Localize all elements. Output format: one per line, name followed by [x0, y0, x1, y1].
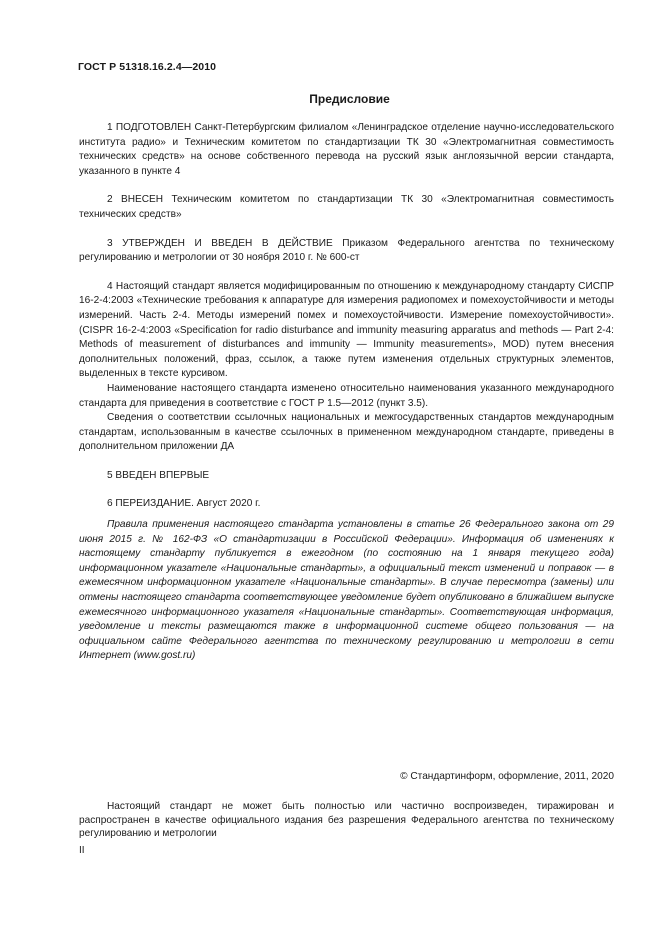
paragraph-1-prepared: 1 ПОДГОТОВЛЕН Санкт-Петербургским филиалом «Ленинградское отделение научно-исследовательского института радио» и Техническим комитетом по стандартизации ТК 30 «Электромагнитная совместимость технических средств» на основе собственного перевода на русский язык англоязычной версии стандарта, указанного в пункте 4 — [79, 122, 614, 177]
paragraph-4-name-change: Наименование настоящего стандарта изменено относительно наименования указанного международного стандарта для приведения в соответствие с ГОСТ Р 1.5—2012 (пункт 3.5). — [79, 382, 614, 409]
paragraph-6-reissue: 6 ПЕРЕИЗДАНИЕ. Август 2020 г. — [107, 498, 261, 510]
paragraph-4-modified: 4 Настоящий стандарт является модифицированным по отношению к международному стандарту СИСПР 16-2-4:2003 «Технические требования к аппаратуре для измерения радиопомех и помехоустойчивости и методы измерений. Часть 2-4. Методы измерений помех и помехоустойчивости. Измерение помехоустойчивости». (CISPR 16-2-4:2003 «Specification for radio disturbance and immunity measuring apparatus and methods — Part 2-4: Methods of measurement of disturbances and immunity — Immunity measurements», MOD) путем внесения дополнительных положений, фраз, ссылок, а также путем изменения отдельных структурных элементов, выделенных в тексте курсивом. — [79, 280, 614, 380]
paragraph-2-submitted: 2 ВНЕСЕН Техническим комитетом по стандартизации ТК 30 «Электромагнитная совместимость технических средств» — [79, 194, 614, 220]
page-number: II — [79, 845, 85, 856]
copyright-line: © Стандартинформ, оформление, 2011, 2020 — [400, 771, 614, 782]
paragraph-4-references: Сведения о соответствии ссылочных национальных и межгосударственных стандартов международным стандартам, использованным в качестве ссылочных в примененном международном стандарте, приведены в дополнительном приложении ДА — [79, 412, 614, 453]
document-code-header: ГОСТ Р 51318.16.2.4—2010 — [78, 61, 217, 73]
application-rules-notice: Правила применения настоящего стандарта установлены в статье 26 Федерального закона от 29 июня 2015 г. № 162-ФЗ «О стандартизации в Российской Федерации». Информация об изменениях к настоящему стандарту публикуется в ежегодном (по состоянию на 1 января текущего года) информационном указателе «Национальные стандарты», а официальный текст изменений и поправок — в ежемесячном информационном указателе «Национальные стандарты». В случае пересмотра (замены) или отмены настоящего стандарта соответствующее уведомление будет опубликовано в ближайшем выпуске ежемесячного информационного указателя «Национальные стандарты». Соответствующая информация, уведомление и тексты размещаются также в информационной системе общего пользования — на официальном сайте Федерального агентства по техническому регулированию и метрологии в сети Интернет (www.gost.ru) — [79, 519, 614, 662]
reproduction-rights-notice: Настоящий стандарт не может быть полностью или частично воспроизведен, тиражирован и распространен в качестве официального издания без разрешения Федерального агентства по техническому регулированию и метрологии — [79, 801, 614, 840]
section-title: Предисловие — [309, 92, 390, 106]
paragraph-3-approved: 3 УТВЕРЖДЕН И ВВЕДЕН В ДЕЙСТВИЕ Приказом Федерального агентства по техническому регулированию и метрологии от 30 ноября 2010 г. № 600-ст — [79, 237, 614, 264]
paragraph-5-first-introduced: 5 ВВЕДЕН ВПЕРВЫЕ — [107, 469, 210, 481]
foreword-body — [79, 121, 614, 512]
